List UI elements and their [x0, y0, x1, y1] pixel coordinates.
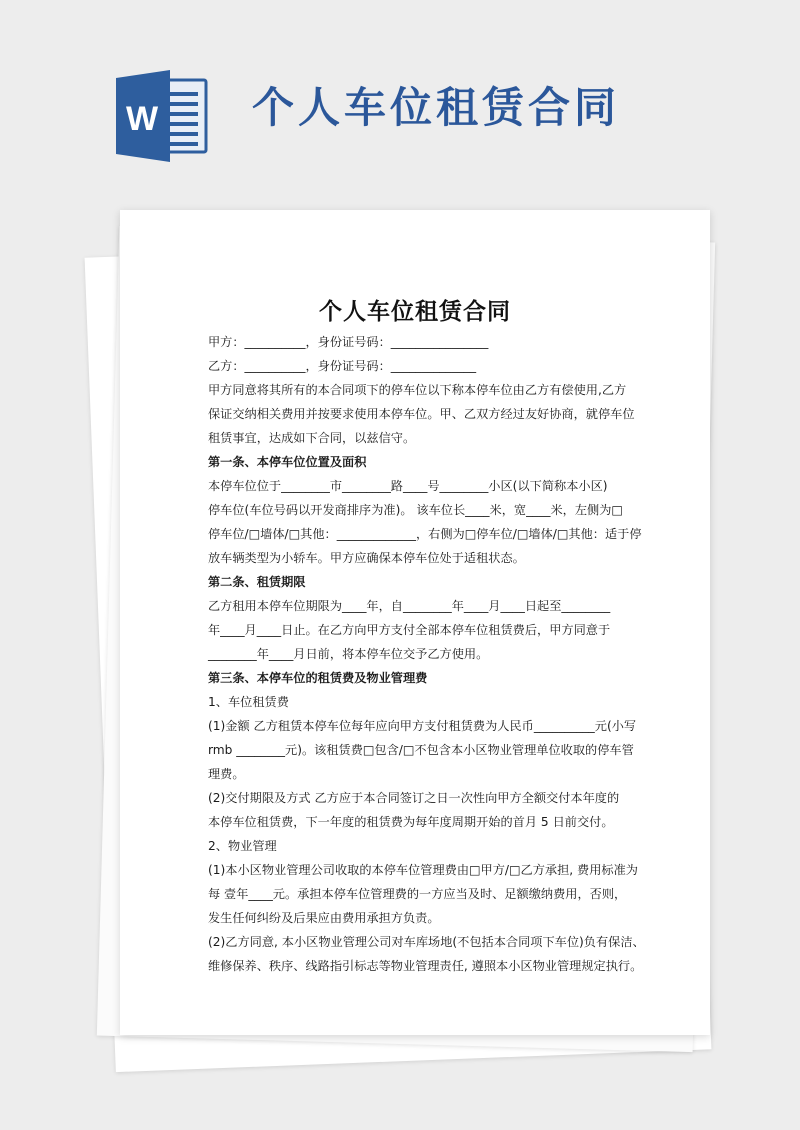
word-document-icon	[112, 66, 212, 166]
document-line: 2、物业管理	[208, 839, 277, 853]
document-line: 乙方租用本停车位期限为____年，自________年____月____日起至________	[208, 599, 611, 613]
banner	[0, 0, 800, 200]
document-line: 停车位/□墙体/□其他：_____________，右侧为□停车位/□墙体/□其他：适于停	[208, 527, 642, 541]
document-page	[120, 210, 710, 1035]
section-heading: 第二条、租赁期限	[208, 575, 306, 589]
document-line: 甲方同意将其所有的本合同项下的停车位以下称本停车位由乙方有偿使用,乙方	[208, 383, 627, 397]
document-line: 本停车位位于________市________路____号________小区(以下简称本小区)	[208, 479, 608, 493]
document-line: rmb ________元)。该租赁费□包含/□不包含本小区物业管理单位收取的停车管	[208, 743, 634, 757]
document-line: 甲方：__________，身份证号码：________________	[208, 335, 489, 349]
document-line: (1)金额 乙方租赁本停车位每年应向甲方支付租赁费为人民币__________元(小写	[208, 719, 637, 733]
document-line: 发生任何纠纷及后果应由费用承担方负责。	[208, 911, 440, 925]
document-line: 维修保养、秩序、线路指引标志等物业管理责任, 遵照本小区物业管理规定执行。	[208, 959, 643, 973]
document-line: 乙方：__________，身份证号码：______________	[208, 359, 477, 373]
word-logo-graphic	[112, 66, 212, 166]
document-line: 放车辆类型为小轿车。甲方应确保本停车位处于适租状态。	[208, 551, 525, 565]
section-heading: 第三条、本停车位的租赁费及物业管理费	[208, 671, 428, 685]
document-title: 个人车位租赁合同	[319, 299, 511, 325]
document-line: 理费。	[208, 767, 245, 781]
document-line: (2)交付期限及方式 乙方应于本合同签订之日一次性向甲方全额交付本年度的	[208, 791, 620, 805]
document-line: 停车位(车位号码以开发商排序为准)。 该车位长____米，宽____米，左侧为□	[208, 503, 623, 517]
section-heading: 第一条、本停车位位置及面积	[208, 455, 367, 469]
document-line: 租赁事宜，达成如下合同，以兹信守。	[208, 431, 416, 445]
document-line: 每 壹年____元。承担本停车位管理费的一方应当及时、足额缴纳费用，否则，	[208, 887, 627, 901]
document-line: 1、车位租赁费	[208, 695, 289, 709]
document-line: (2)乙方同意, 本小区物业管理公司对车库场地(不包括本合同项下车位)负有保洁、	[208, 935, 645, 949]
document-line: 本停车位租赁费，下一年度的租赁费为每年度周期开始的首月 5 日前交付。	[208, 815, 614, 829]
document-body	[208, 330, 645, 978]
document-line: 保证交纳相关费用并按要求使用本停车位。甲、乙双方经过友好协商，就停车位	[208, 407, 635, 421]
word-logo-letter: W	[125, 100, 159, 138]
document-line: 年____月____日止。在乙方向甲方支付全部本停车位租赁费后，甲方同意于	[208, 623, 611, 637]
banner-title: 个人车位租赁合同	[252, 83, 621, 132]
document-line: (1)本小区物业管理公司收取的本停车位管理费由□甲方/□乙方承担, 费用标准为	[208, 863, 638, 877]
document-line: ________年____月日前，将本停车位交予乙方使用。	[208, 647, 489, 661]
